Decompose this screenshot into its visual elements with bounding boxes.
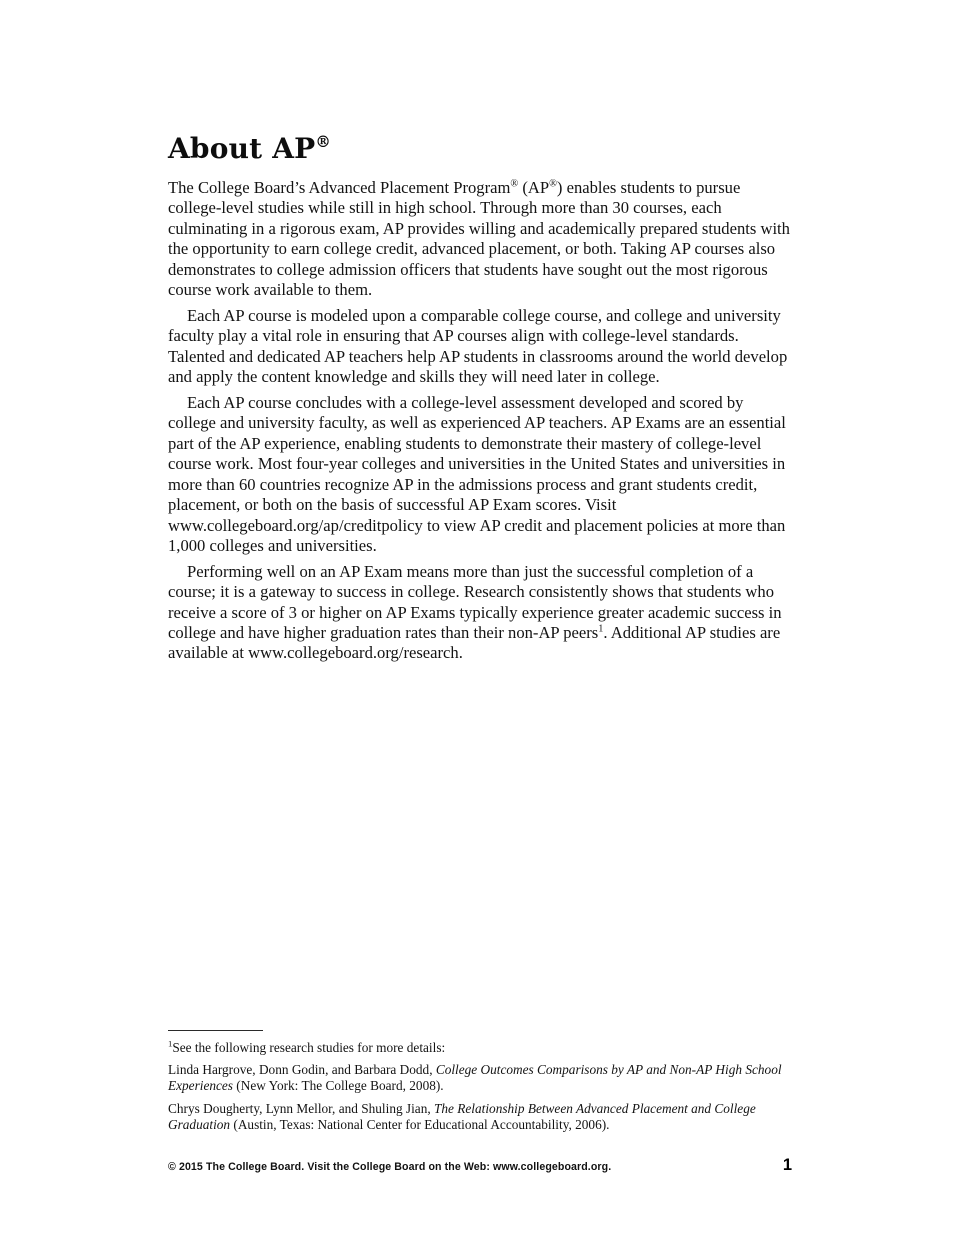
text-run: (New York: The College Board, 2008).: [232, 1078, 444, 1094]
text-run: Chrys Dougherty, Lynn Mellor, and Shuling Jian,: [168, 1100, 435, 1116]
text-run: About AP: [168, 132, 316, 165]
italic-work-title: College Outcomes Comparisons by AP and Non-AP High School Experiences: [168, 1062, 782, 1094]
text-run: See the following research studies for more details:: [172, 1040, 446, 1055]
text-run: Each AP course concludes with a college-level assessment developed and scored by college and university faculty, as well as experienced AP teachers. AP Exams are an essential part of the AP experience, enabling students to demonstrate their mastery of college-level course work. Most four-year colleges and universities in the United States and universities in more than 60 countries recognize AP in the admissions process and grant students credit, placement, or both on the basis of successful AP Exam scores. Visit www.collegeboard.org/ap/creditpolicy to view AP credit and placement policies at more than 1,000 colleges and universities.: [168, 393, 786, 555]
footnote-reference-dougherty: [168, 1101, 792, 1133]
main-content: [168, 133, 792, 669]
text-run: . Additional AP studies are available at www.collegeboard.org/research.: [168, 623, 781, 663]
page-footer: [168, 1156, 792, 1175]
footnote-divider: [168, 1030, 263, 1031]
page-number: 1: [782, 1156, 792, 1174]
text-run: Each AP course is modeled upon a comparable college course, and college and university faculty play a vital role in ensuring that AP courses align with college-level standards. Talented and dedicated AP teachers help AP students in classrooms around the world develop and apply the content knowledge and skills they will need later in college.: [168, 305, 788, 387]
page-title: [168, 133, 792, 165]
paragraph-about-ap-intro: [168, 178, 792, 300]
superscript-mark: 1: [168, 1038, 173, 1049]
superscript-mark: ®: [549, 178, 557, 190]
footnote-reference-hargrove: [168, 1062, 792, 1094]
footnote-section: [168, 1030, 792, 1139]
text-run: Performing well on an AP Exam means more than just the successful completion of a course; it is a gateway to success in college. Research consistently shows that students who receive a score of 3 or higher on AP Exams typically experience greater academic success in college and have higher graduation rates than their non-AP peers: [168, 561, 782, 643]
italic-work-title: The Relationship Between Advanced Placement and College Graduation: [168, 1100, 756, 1132]
paragraph-ap-exams: [168, 393, 792, 556]
superscript-mark: ®: [315, 132, 331, 151]
text-run: ) enables students to pursue college-level studies while still in high school. Through more than 30 courses, each culminating in a rigorous exam, AP provides willing and academically prepared students with the opportunity to earn college credit, advanced placement, or both. Taking AP courses also demonstrates to college admission officers that students have sought out the most rigorous course work available to them.: [168, 178, 790, 300]
paragraph-performing-well: [168, 562, 792, 664]
text-run: (AP: [518, 178, 550, 197]
copyright-notice: © 2015 The College Board. Visit the College Board on the Web: www.collegeboard.org.: [168, 1161, 612, 1173]
text-run: (Austin, Texas: National Center for Educational Accountability, 2006).: [230, 1116, 610, 1132]
text-run: Linda Hargrove, Donn Godin, and Barbara Dodd,: [168, 1062, 436, 1078]
superscript-mark: ®: [510, 178, 519, 190]
footnote-intro: [168, 1040, 792, 1056]
text-run: The College Board’s Advanced Placement Program: [168, 178, 511, 197]
paragraph-course-modeling: [168, 306, 792, 388]
superscript-mark: 1: [598, 623, 604, 635]
